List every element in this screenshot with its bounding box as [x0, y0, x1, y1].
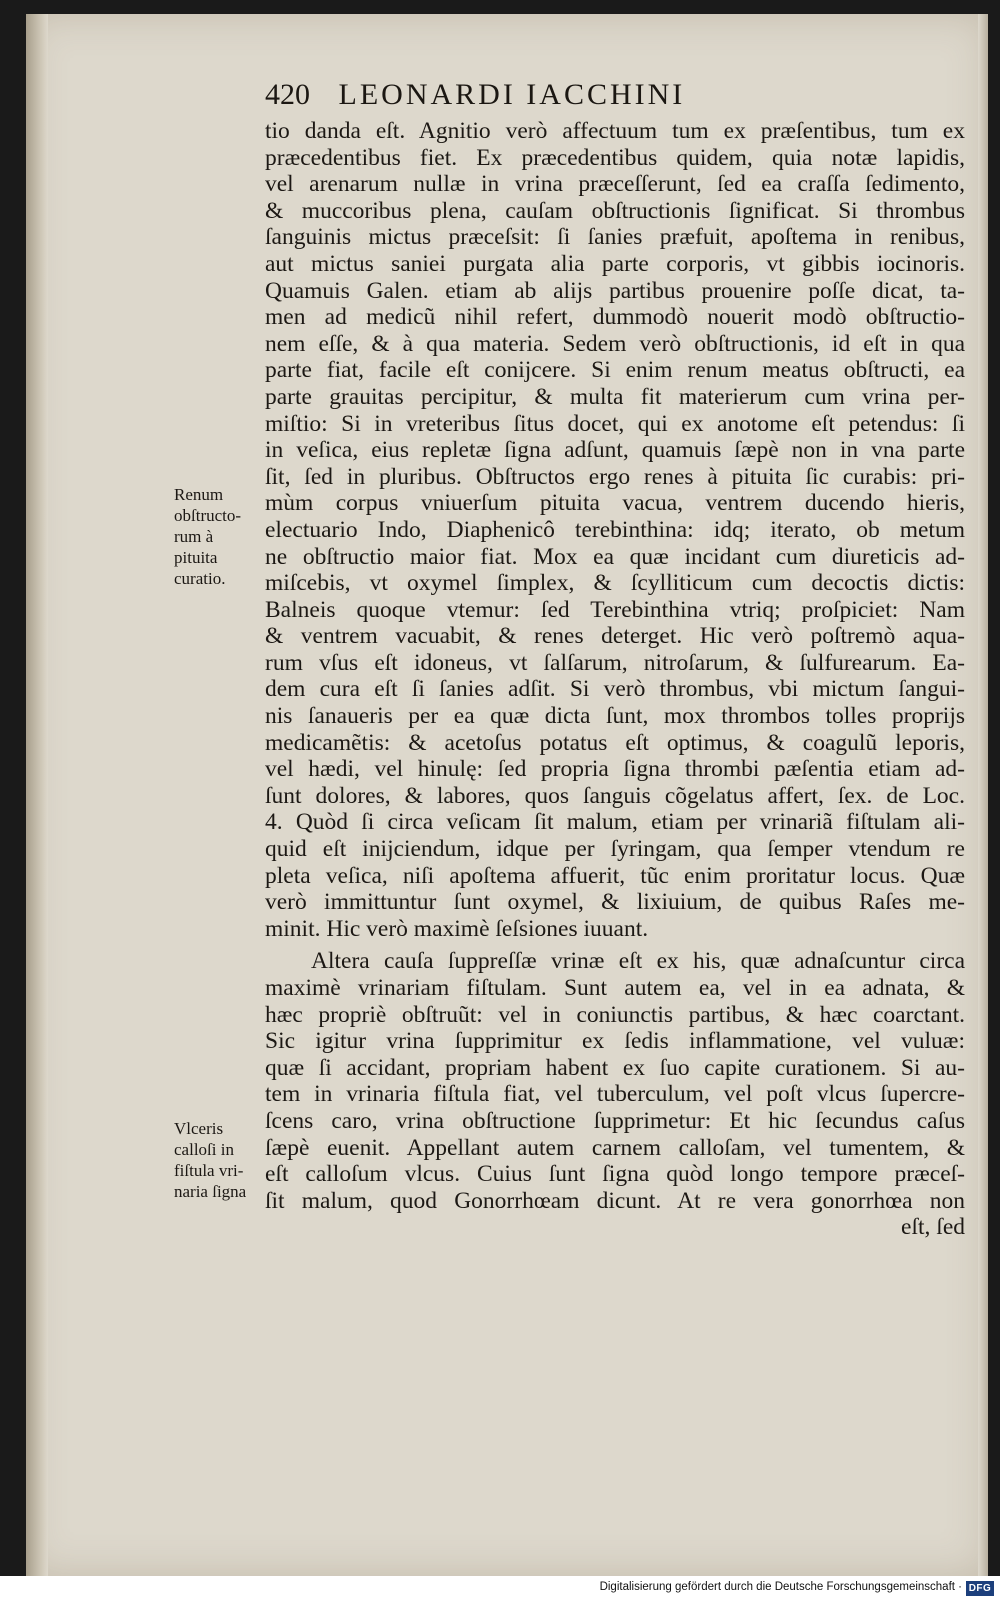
text-line: ſcens caro, vrina obſtructione ſupprimetur: Et hic ſecundus caſus — [265, 1107, 965, 1134]
text-line: hæc propriè obſtruũt: vel in coniunctis partibus, & hæc coarctant. — [265, 1001, 965, 1028]
text-line: men ad medicũ nihil refert, dummodò nouerit modò obſtructio- — [265, 304, 965, 331]
dfg-logo: DFG — [966, 1581, 994, 1596]
text-line: ſit malum, quod Gonorrhœam dicunt. At re vera gonorrhœa non — [265, 1187, 965, 1214]
text-line: ſanguinis mictus præceſsit: ſi ſanies præfuit, apoſtema in renibus, — [265, 224, 965, 251]
text-line: parte grauitas percipitur, & multa fit materierum cum vrina per- — [265, 383, 965, 410]
margin-note-line: fiſtula vri- — [174, 1161, 244, 1180]
margin-note-line: obſtructo- — [174, 506, 242, 525]
text-line: electuario Indo, Diaphenicô terebinthina: idq; iterato, ob metum — [265, 516, 965, 543]
text-line: maximè vrinariam fiſtulam. Sunt autem ea, vel in ea adnata, & — [265, 975, 965, 1001]
margin-note-line: rum à — [174, 527, 214, 546]
text-line: ſæpè euenit. Appellant autem carnem calloſam, vel tumentem, & — [265, 1134, 965, 1161]
text-line: miſtio: Si in vreteribus ſitus docet, qui ex anotome eſt petendus: ſi — [265, 410, 965, 437]
text-line: rum vſus eſt idoneus, vt ſalſarum, nitroſarum, & ſulfurearum. Ea- — [265, 649, 965, 676]
page-edge — [978, 14, 988, 1576]
text-line: tem in vrinaria fiſtula fiat, vel tuberculum, vel poſt vlcus ſupercre- — [265, 1081, 965, 1108]
text-line: & muccoribus plena, cauſam obſtructionis ſignificat. Si thrombus — [265, 197, 965, 224]
text-line: ne obſtructio maior fiat. Mox ea quæ incidant cum diureticis ad- — [265, 543, 965, 570]
text-line: Balneis quoque vtemur: ſed Terebinthina vtriq; proſpiciet: Nam — [265, 596, 965, 623]
text-line: quid eſt inijciendum, idque per ſyringam, qua ſemper vtendum re — [265, 836, 965, 863]
text-line: eſt, ſed — [901, 1214, 965, 1241]
text-line: tio danda eſt. Agnitio verò affectuum tum ex præſentibus, tum ex — [265, 118, 965, 144]
text-line: 4. Quòd ſi circa veſicam ſit malum, etiam per vrinariã fiſtulam ali- — [265, 809, 965, 836]
running-head — [265, 78, 905, 112]
margin-note-line: Vlceris — [174, 1119, 224, 1138]
running-title: LEONARDI IACCHINI — [338, 78, 686, 111]
body-text — [265, 118, 965, 1241]
text-line: eſt calloſum vlcus. Cuius ſunt ſigna quòd longo tempore præceſ- — [265, 1161, 965, 1188]
text-line: medicamẽtis: & acetoſus potatus eſt optimus, & coagulũ leporis, — [265, 729, 965, 756]
text-line: Sic igitur vrina ſupprimitur ex ſedis inflammatione, vel vuluæ: — [265, 1028, 965, 1055]
digitization-footer — [0, 1576, 1000, 1603]
text-line: vel hædi, vel hinulę: ſed propria ſigna thrombi pæſentia etiam ad- — [265, 756, 965, 783]
text-line: præcedentibus fiet. Ex præcedentibus quidem, quia notæ lapidis, — [265, 144, 965, 171]
text-line: aut mictus saniei purgata alia parte corporis, vt gibbis iocinoris. — [265, 250, 965, 277]
page-number: 420 — [265, 78, 310, 111]
text-line: pleta veſica, niſi apoſtema affuerit, tũc enim proritatur locus. Quæ — [265, 862, 965, 889]
text-line: & ventrem vacuabit, & renes deterget. Hic verò poſtremò aqua- — [265, 623, 965, 650]
page-gutter — [26, 14, 48, 1576]
text-line: dem cura eſt ſi ſanies adſit. Si verò thrombus, vbi mictum ſangui- — [265, 676, 965, 703]
text-line: parte fiat, facile eſt conijcere. Si enim renum meatus obſtructi, ea — [265, 357, 965, 384]
text-line: ſunt dolores, & labores, quos ſanguis cõgelatus affert, ſex. de Loc. — [265, 782, 965, 809]
text-line: nis ſanaueris per ea quæ dicta ſunt, mox thrombos tolles proprijs — [265, 703, 965, 730]
text-line: in veſica, eius repletæ ſigna adſunt, quamuis ſæpè non in vna parte — [265, 437, 965, 464]
text-line: miſcebis, vt oxymel ſimplex, & ſcylliticum cum decoctis dictis: — [265, 570, 965, 597]
margin-note-line: curatio. — [174, 569, 226, 588]
text-line: verò immittuntur ſunt oxymel, & lixiuium, de quibus Raſes me- — [265, 889, 965, 916]
margin-note-vlceris — [174, 1118, 266, 1202]
text-line: Quamuis Galen. etiam ab alijs partibus prouenire poſſe dicat, ta- — [265, 277, 965, 304]
margin-note-line: naria ſigna — [174, 1182, 247, 1201]
text-line: Altera cauſa ſuppreſſæ vrinæ eſt ex his, quæ adnaſcuntur circa — [311, 948, 965, 975]
text-line: mùm corpus vniuerſum pituita vacua, ventrem ducendo hieris, — [265, 490, 965, 517]
text-line: ſit, ſed in pluribus. Obſtructos ergo renes à pituita ſic curabis: pri- — [265, 463, 965, 490]
text-line: minit. Hic verò maximè ſeſsiones iuuant. — [265, 915, 649, 942]
margin-note-line: Renum — [174, 485, 224, 504]
margin-note-renum — [174, 484, 266, 589]
margin-note-line: pituita — [174, 548, 218, 567]
margin-note-line: calloſi in — [174, 1140, 234, 1159]
text-line: vel arenarum nullæ in vrina præceſſerunt, ſed ea craſſa ſedimento, — [265, 171, 965, 198]
text-line: nem eſſe, & à qua materia. Sedem verò obſtructionis, id eſt in qua — [265, 330, 965, 357]
footer-credit: Digitalisierung gefördert durch die Deutsche Forschungsgemeinschaft · — [599, 1581, 962, 1593]
text-line: quæ ſi accidant, propriam habent ex ſuo capite curationem. Si au- — [265, 1054, 965, 1081]
